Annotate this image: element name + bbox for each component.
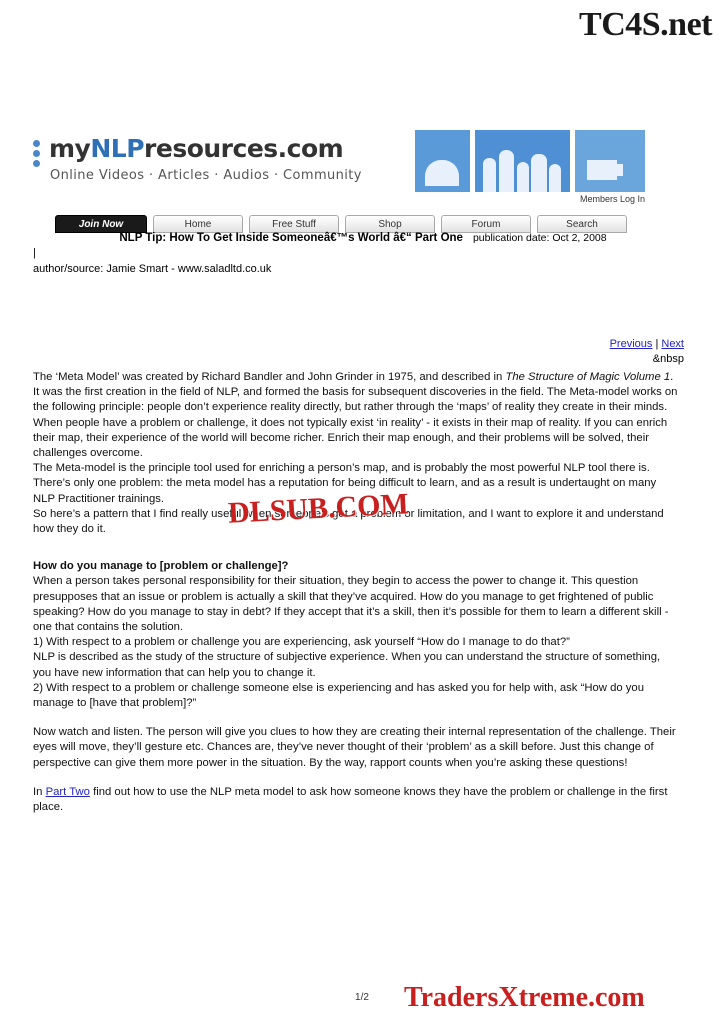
logo-subtitle: Online Videos · Articles · Audios · Community: [50, 168, 362, 183]
paragraph-1: [33, 370, 681, 385]
paragraph-7-step-1: 1) With respect to a problem or challenge you are experiencing, ask yourself “How do I manage to do that?”: [33, 636, 570, 649]
banner-image-strip: [415, 130, 645, 192]
nav-item-forum[interactable]: Forum: [441, 215, 531, 233]
article-publication-date: publication date: Oct 2, 2008: [472, 232, 607, 244]
part-two-link[interactable]: Part Two: [45, 785, 90, 798]
camera-lens-icon: [609, 164, 623, 176]
nav-item-shop[interactable]: Shop: [345, 215, 435, 233]
pager-nbsp-text: &nbsp: [652, 353, 684, 365]
nav-item-join-now[interactable]: Join Now: [55, 215, 147, 233]
paragraph-11: [33, 785, 681, 815]
article-title-row: [33, 231, 693, 246]
paragraph-11-part-a: In: [33, 785, 46, 798]
logo-word-nlp: NLP: [90, 134, 145, 163]
paragraph-9-step-2: 2) With respect to a problem or challenge someone else is experiencing and has asked you for help with, ask “How do you manage to [have that problem]?”: [33, 681, 644, 710]
page-number: 1/2: [355, 992, 369, 1003]
logo-word-my: my: [49, 134, 91, 163]
article-author-source: author/source: Jamie Smart - www.saladltd.co.uk: [33, 263, 272, 275]
watermark-tradersxtreme: TradersXtreme.com: [404, 982, 645, 1013]
book-title-emphasis: The Structure of Magic Volume 1: [505, 371, 671, 383]
paragraph-10: Now watch and listen. The person will give you clues to how they are creating their internal representation of the challenge. Their eyes will move, they’ll gesture etc. Chances are, they’ve never thought of their ‘problem’ as a skill before. Just this change of perspective can give them more power in the situation. By the way, rapport counts when you’re asking these questions!: [33, 726, 676, 769]
person-silhouette-icon: [517, 162, 529, 192]
article-pipe-separator: |: [33, 247, 36, 259]
nav-item-search[interactable]: Search: [537, 215, 627, 233]
section-heading: [33, 559, 681, 574]
banner-photo-architecture: [415, 130, 470, 192]
nav-item-home[interactable]: Home: [153, 215, 243, 233]
article-title: NLP Tip: How To Get Inside Someoneâ€™s World â€“ Part One: [119, 232, 463, 244]
article-pager: [610, 337, 684, 352]
logo-wordmark: [49, 134, 343, 163]
person-silhouette-icon: [549, 164, 561, 192]
arch-shape-icon: [425, 160, 459, 186]
paragraph-11-part-b: find out how to use the NLP meta model to ask how someone knows they have the problem or challenge in the first place.: [33, 785, 668, 814]
members-login-link[interactable]: Members Log In: [579, 194, 645, 204]
article-body: [33, 370, 681, 815]
pager-separator: |: [655, 338, 659, 350]
paragraph-2: It was the first creation in the field of NLP, and formed the basis for subsequent discoveries in the field. The Meta-model works on the following principle: people don’t experience reality directly, but rather through the ‘maps’ of reality they create in their minds. When people have a problem or challenge, it does not typically exist ‘in reality’ - it exists in their map of reality. If you can enrich their map, their experience of the world will become richer. Enrich their map enough, and their problems will be solved, their challenges overcome.: [33, 386, 678, 460]
previous-link[interactable]: Previous: [609, 338, 653, 350]
section-heading-text: How do you manage to [problem or challenge]?: [33, 560, 289, 573]
article-header: [33, 231, 693, 277]
banner-logo[interactable]: [33, 130, 378, 202]
paragraph-4: There’s only one problem: the meta model has a reputation for being difficult to learn, and as a result is undertaught on many NLP Practitioner trainings.: [33, 477, 657, 505]
paragraph-1-part-a: The ‘Meta Model’ was created by Richard Bandler and John Grinder in 1975, and described in: [33, 371, 506, 383]
next-link[interactable]: Next: [661, 338, 684, 350]
site-brand-logo: TC4S.net: [579, 6, 712, 43]
banner-photo-camera: [575, 130, 645, 192]
paragraph-8: NLP is described as the study of the structure of subjective experience. When you can understand the structure of something, you have new information that can help you to change it.: [33, 651, 661, 679]
logo-word-resources: resources.com: [144, 134, 344, 163]
paragraph-6: When a person takes personal responsibility for their situation, they begin to access the power to change it. This question presupposes that an issue or problem is actually a skill that they’ve acquired. How do you manage to get frightened of public speaking? How do you manage to stay in debt? If they accept that it’s a skill, then it’s possible for them to learn a different skill - one that contains the solution.: [33, 575, 669, 634]
paragraph-5: So here’s a pattern that I find really useful when someone’s got a problem or limitation, and I want to explore it and understand how they do it.: [33, 507, 664, 536]
paragraph-3: The Meta-model is the principle tool used for enriching a person’s map, and is probably the most powerful NLP tool there is.: [33, 462, 650, 475]
banner-photo-people: [475, 130, 570, 192]
person-silhouette-icon: [499, 150, 514, 192]
person-silhouette-icon: [531, 154, 547, 192]
nav-item-free-stuff[interactable]: Free Stuff: [249, 215, 339, 233]
watermark-dlsub: DLSUB.COM: [227, 487, 410, 530]
paragraph-1-part-b: .: [670, 371, 674, 383]
logo-dots-icon: [33, 140, 43, 170]
person-silhouette-icon: [483, 158, 496, 192]
